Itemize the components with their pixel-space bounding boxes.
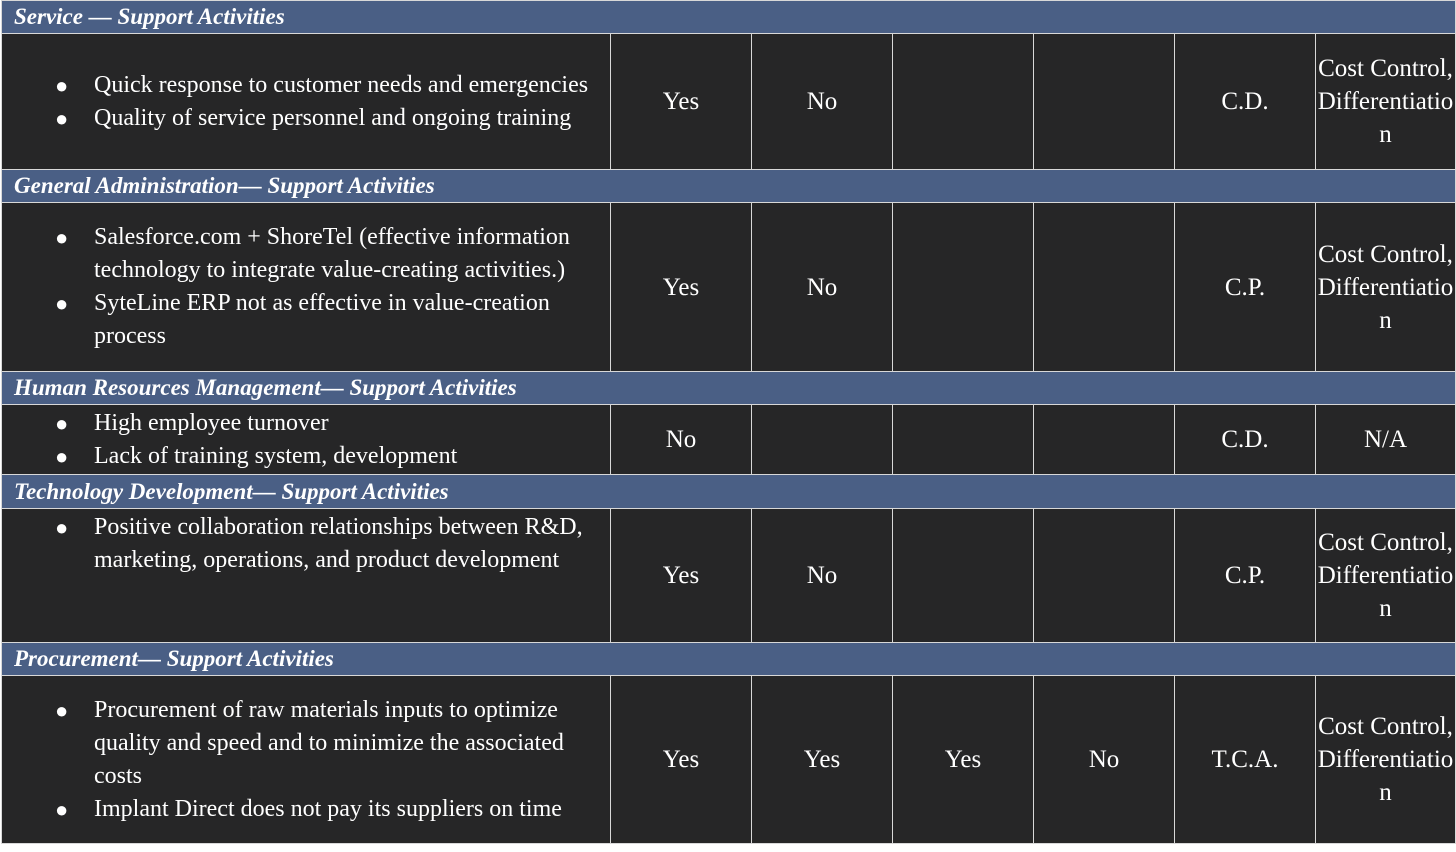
value-cell-1: Yes <box>611 34 752 170</box>
advantage-cell: C.P. <box>1175 509 1316 643</box>
value-cell-3 <box>893 34 1034 170</box>
value-cell-1: Yes <box>611 203 752 372</box>
value-cell-4 <box>1034 203 1175 372</box>
table-row <box>2 203 1456 372</box>
value-cell-2: No <box>752 509 893 643</box>
list-item: ● Procurement of raw materials inputs to optimize quality and speed and to minimize the associated costs <box>2 694 610 793</box>
implication-cell: Cost Control, Differentiation <box>1316 203 1456 372</box>
value-cell-1: No <box>611 405 752 475</box>
value-cell-2: No <box>752 34 893 170</box>
bullet-icon: ● <box>55 410 69 436</box>
activity-description <box>2 509 611 643</box>
value-cell-4 <box>1034 34 1175 170</box>
activity-description <box>2 34 611 170</box>
activity-list <box>2 511 610 577</box>
table-row <box>2 405 1456 475</box>
section-header-human-resources <box>2 372 1456 405</box>
section-header-general-administration <box>2 170 1456 203</box>
activity-list <box>2 407 610 473</box>
value-cell-4: No <box>1034 676 1175 844</box>
advantage-cell: C.P. <box>1175 203 1316 372</box>
bullet-icon: ● <box>55 796 69 822</box>
value-cell-1: Yes <box>611 509 752 643</box>
section-header-procurement <box>2 643 1456 676</box>
section-title: General Administration— Support Activities <box>2 170 1456 203</box>
section-title: Technology Development— Support Activities <box>2 475 1456 509</box>
value-cell-2: No <box>752 203 893 372</box>
value-cell-2 <box>752 405 893 475</box>
value-cell-3 <box>893 509 1034 643</box>
list-item: ● SyteLine ERP not as effective in value-creation process <box>2 287 610 353</box>
value-cell-4 <box>1034 509 1175 643</box>
bullet-icon: ● <box>55 515 69 540</box>
bullet-icon: ● <box>55 72 69 98</box>
advantage-cell: C.D. <box>1175 34 1316 170</box>
activity-description <box>2 405 611 475</box>
activity-list <box>2 69 610 135</box>
activity-list <box>2 694 610 826</box>
implication-cell: N/A <box>1316 405 1456 475</box>
value-chain-table <box>1 0 1456 844</box>
activity-description <box>2 676 611 844</box>
value-cell-3 <box>893 203 1034 372</box>
value-cell-3: Yes <box>893 676 1034 844</box>
activity-description <box>2 203 611 372</box>
implication-cell: Cost Control, Differentiation <box>1316 34 1456 170</box>
list-item: ● Lack of training system, development <box>2 440 610 473</box>
section-title: Service — Support Activities <box>2 1 1456 34</box>
list-item: ● Positive collaboration relationships between R&D, marketing, operations, and product development <box>2 511 610 577</box>
advantage-cell: T.C.A. <box>1175 676 1316 844</box>
table-row <box>2 34 1456 170</box>
bullet-icon: ● <box>55 697 69 723</box>
value-cell-1: Yes <box>611 676 752 844</box>
bullet-icon: ● <box>55 291 69 316</box>
implication-cell: Cost Control, Differentiation <box>1316 676 1456 844</box>
list-item: ● Quick response to customer needs and emergencies <box>2 69 610 102</box>
value-cell-4 <box>1034 405 1175 475</box>
section-title: Human Resources Management— Support Activities <box>2 372 1456 405</box>
activity-list <box>2 221 610 353</box>
bullet-icon: ● <box>55 105 69 131</box>
list-item: ● Quality of service personnel and ongoing training <box>2 102 610 135</box>
advantage-cell: C.D. <box>1175 405 1316 475</box>
value-cell-2: Yes <box>752 676 893 844</box>
bullet-icon: ● <box>55 443 69 469</box>
section-header-service <box>2 1 1456 34</box>
section-title: Procurement— Support Activities <box>2 643 1456 676</box>
table-row <box>2 676 1456 844</box>
value-cell-3 <box>893 405 1034 475</box>
table-row <box>2 509 1456 643</box>
list-item: ● High employee turnover <box>2 407 610 440</box>
list-item: ● Implant Direct does not pay its suppliers on time <box>2 793 610 826</box>
section-header-technology-development <box>2 475 1456 509</box>
implication-cell: Cost Control, Differentiation <box>1316 509 1456 643</box>
list-item: ● Salesforce.com + ShoreTel (effective information technology to integrate value-creating activities.) <box>2 221 610 287</box>
bullet-icon: ● <box>55 225 69 250</box>
